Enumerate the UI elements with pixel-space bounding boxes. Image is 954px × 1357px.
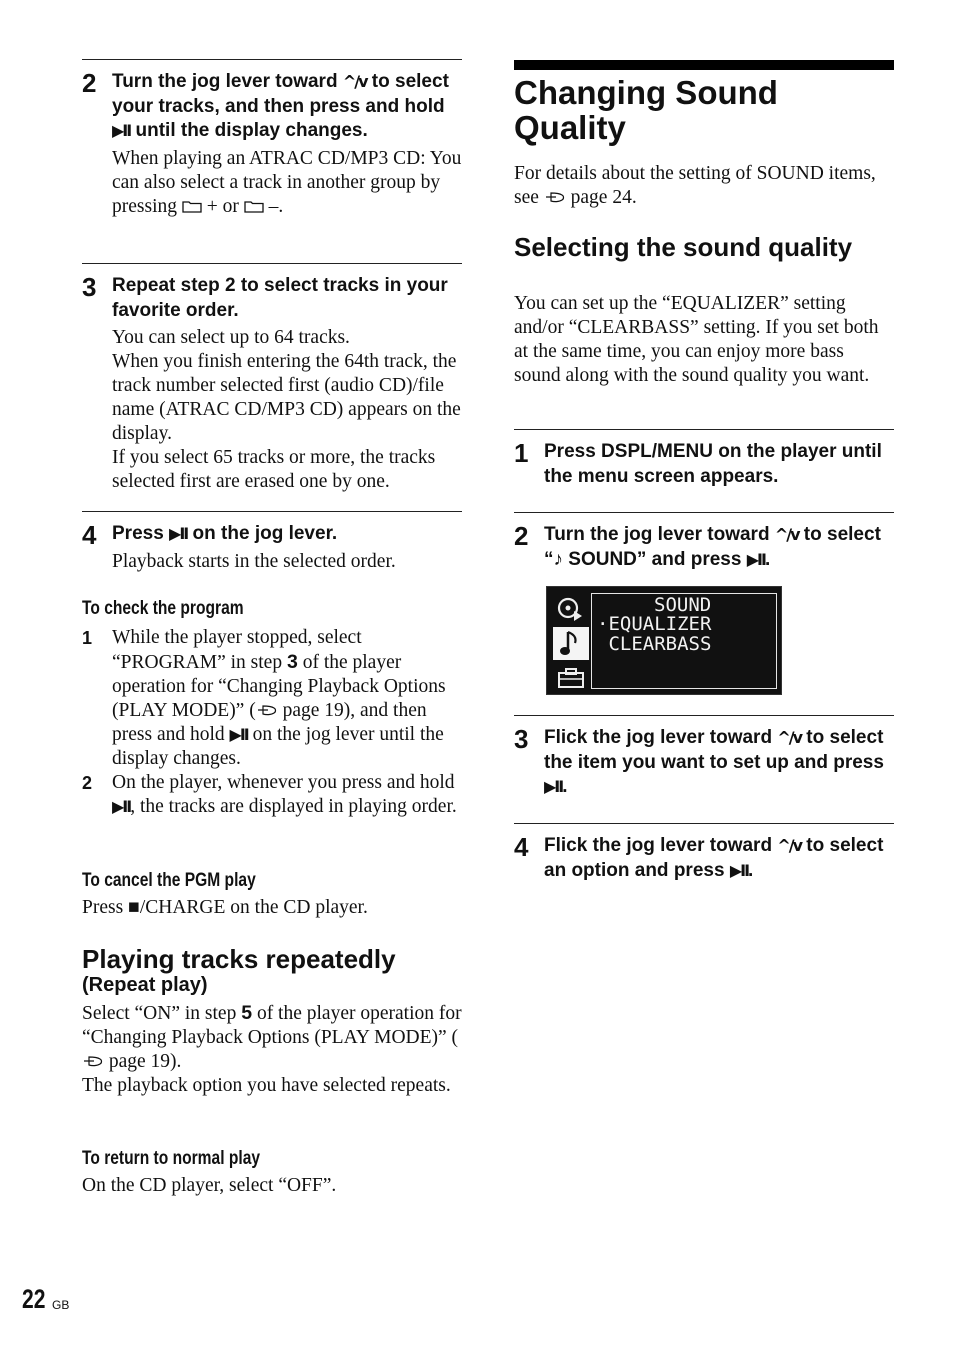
toolbox-icon: [553, 661, 589, 694]
step-1-menu: [514, 440, 894, 489]
step-number: 1: [514, 438, 529, 468]
divider: [82, 511, 462, 512]
section-body: On the CD player, select “OFF”.: [82, 1175, 337, 1196]
section-body: Select “ON” in step 5 of the player operation for “Changing Playback Options (PLAY MODE)” ( page 19). The playback option you have selected repeats.: [82, 1002, 462, 1096]
step-3-repeat: [82, 274, 462, 494]
step-number: 2: [514, 521, 529, 551]
stop-icon: ■: [128, 897, 140, 918]
step-2-sound: [514, 523, 894, 572]
list-number: 2: [82, 773, 93, 793]
step-2-select-tracks: [82, 70, 462, 219]
pointing-hand-icon: [544, 190, 566, 204]
step-number: 3: [82, 272, 97, 302]
step-body: Playback starts in the selected order.: [112, 550, 396, 572]
section-subheading: To check the program: [82, 598, 244, 619]
page-number: 22: [22, 1284, 46, 1314]
step-title: Turn the jog lever toward ^/v to select your tracks, and then press and hold ▶II until the display changes.: [112, 71, 449, 141]
step-3-flick: [514, 726, 894, 800]
step-title: Press ▶II on the jog lever.: [112, 523, 338, 544]
disc-play-icon: [553, 593, 589, 626]
up-down-icon: ^/v: [777, 836, 802, 855]
divider: [514, 823, 894, 824]
play-pause-icon: ▶II: [746, 549, 765, 569]
play-pause-icon: ▶II: [544, 777, 563, 796]
play-pause-icon: ▶II: [229, 725, 248, 744]
divider: [82, 263, 462, 264]
folder-icon: [182, 200, 202, 213]
lcd-menu-panel: [591, 593, 777, 689]
up-down-icon: ^/v: [342, 72, 367, 91]
section-body: You can set up the “EQUALIZER” setting and/or “CLEARBASS” setting. If you set both at the same time, you can enjoy more bass sound along with the sound quality you want.: [514, 293, 879, 386]
step-title: Flick the jog lever toward ^/v to select an option and press ▶II.: [544, 835, 884, 881]
step-title: Repeat step 2 to select tracks in your favorite order.: [112, 275, 448, 321]
lcd-menu-item: ·EQUALIZER: [597, 613, 712, 635]
divider: [514, 715, 894, 716]
section-subheading: To return to normal play: [82, 1148, 261, 1169]
normal-play-section: [82, 1148, 462, 1198]
lcd-menu-item: CLEARBASS: [597, 633, 712, 655]
music-note-icon: [553, 627, 589, 660]
page-title: Changing Sound Quality: [514, 74, 778, 146]
step-body: When playing an ATRAC CD/MP3 CD: You can also select a track in another group by pressing + or –.: [112, 147, 462, 217]
up-down-icon: ^/v: [774, 525, 799, 544]
player-lcd-display: [546, 586, 782, 695]
folder-icon: [244, 200, 264, 213]
play-pause-icon: ▶II: [729, 860, 749, 880]
step-title: Press DSPL/MENU on the player until the menu screen appears.: [544, 441, 882, 487]
step-body: You can select up to 64 tracks. When you finish entering the 64th track, the track number selected first (audio CD)/file name (ATRAC CD/MP3 CD) appears on the display. If you select 65 tracks or more, the tracks selected first are erased one by one.: [112, 327, 461, 492]
cancel-pgm-section: [82, 870, 462, 920]
step-number: 4: [82, 520, 97, 550]
pointing-hand-icon: [82, 1054, 104, 1068]
step-number: 4: [514, 832, 529, 862]
divider: [82, 59, 462, 60]
section-body: Press ■/CHARGE on the CD player.: [82, 897, 368, 918]
step-title: Turn the jog lever toward ^/v to select “♪ SOUND” and press ▶II.: [544, 524, 881, 570]
list-item: 1 While the player stopped, select “PROGRAM” in step 3 of the player operation for “Changing Playback Options (PLAY MODE)” ( page 19), and then press and hold ▶II on the jog lever until the display changes.: [82, 627, 446, 769]
page-region-code: GB: [52, 1298, 70, 1312]
up-down-icon: ^/v: [777, 728, 802, 747]
intro-text: For details about the setting of SOUND items, see page 24.: [514, 163, 876, 208]
step-4-option: [514, 834, 894, 883]
lcd-menu-title: SOUND: [654, 594, 712, 616]
step-number: 3: [514, 724, 529, 754]
step-4-press: [82, 522, 462, 574]
music-note-icon: ♪: [553, 548, 563, 570]
repeat-section: [82, 945, 462, 1098]
title-bar: [514, 60, 894, 70]
lcd-side-tab: [553, 661, 589, 694]
section-subtitle: (Repeat play): [82, 974, 208, 996]
list-item: 2 On the player, whenever you press and hold ▶II, the tracks are displayed in playing order.: [82, 772, 457, 817]
step-number: 2: [82, 68, 97, 98]
section-heading: Playing tracks repeatedly: [82, 944, 396, 974]
list-number: 1: [82, 628, 93, 648]
play-pause-icon: ▶II: [169, 524, 188, 543]
divider: [514, 512, 894, 513]
step-title: Flick the jog lever toward ^/v to select the item you want to set up and press ▶II.: [544, 727, 884, 797]
lcd-side-tab: [553, 593, 589, 626]
section-heading: Selecting the sound quality: [514, 232, 853, 262]
play-pause-icon: ▶II: [112, 121, 131, 140]
lcd-side-tab-selected: [553, 627, 589, 660]
play-pause-icon: ▶II: [112, 797, 131, 816]
pointing-hand-icon: [256, 703, 278, 717]
section-subheading: To cancel the PGM play: [82, 870, 256, 891]
check-program-section: [82, 598, 462, 819]
divider: [514, 429, 894, 430]
